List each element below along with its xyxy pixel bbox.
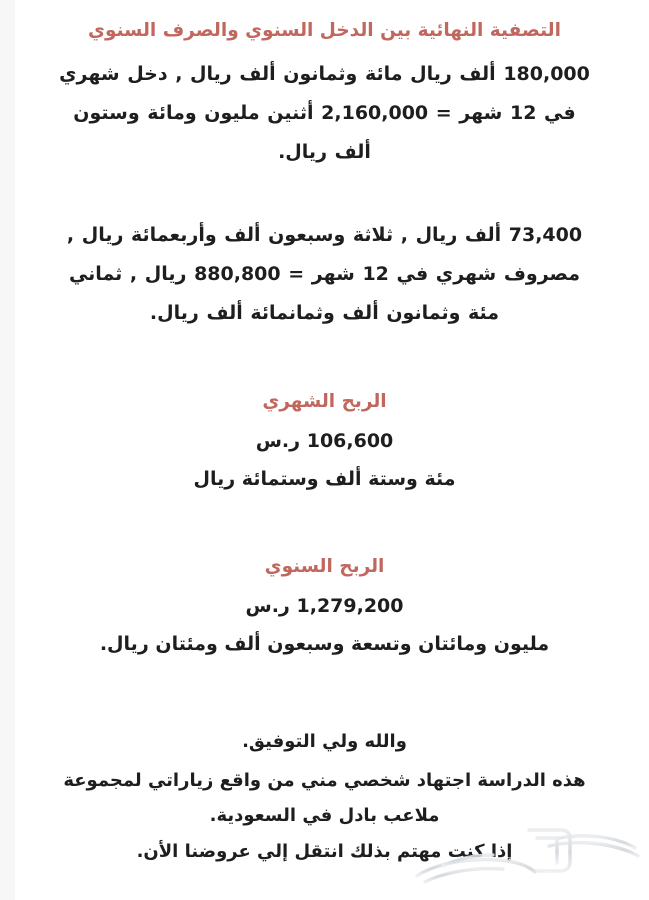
section-monthly-profit: [58, 388, 591, 497]
paragraph-annual-expense: 73,400 ألف ريال , ثلاثة وسبعون ألف وأربعمائة ريال , مصروف شهري في 12 شهر = 880,800 ريال , ثماني مئة وثمانون ألف وثمانمائة ألف ريال.: [66, 223, 583, 324]
monthly-profit-amount: 106,600 ر.س: [255, 430, 394, 453]
closing-disclaimer-line-1: هذه الدراسة اجتهاد شخصي مني من واقع زياراتي لمجموعة: [63, 770, 586, 792]
monthly-profit-amount-in-words: مئة وستة ألف وستمائة ريال: [193, 468, 456, 491]
closing-call-to-action: إذا كنت مهتم بذلك انتقل إلي عروضنا الأن.: [136, 840, 513, 862]
annual-profit-heading: الربح السنوي: [264, 556, 385, 578]
annual-profit-amount: 1,279,200 ر.س: [245, 595, 404, 618]
monthly-profit-heading: الربح الشهري: [262, 391, 387, 413]
closing-blessing: والله ولي التوفيق.: [242, 731, 407, 753]
section-annual-profit: [58, 553, 591, 662]
closing-block: [58, 724, 591, 868]
page-title: التصفية النهائية بين الدخل السنوي والصرف السنوي: [88, 20, 561, 41]
closing-disclaimer-line-2: ملاعب بادل في السعودية.: [209, 805, 440, 827]
paragraph-annual-income: 180,000 ألف ريال مائة وثمانون ألف ريال , دخل شهري في 12 شهر = 2,160,000 أثنين مليون ومائة وستون ألف ريال.: [59, 62, 590, 163]
annual-profit-amount-in-words: مليون ومائتان وتسعة وسبعون ألف ومئتان ريال.: [99, 633, 550, 656]
